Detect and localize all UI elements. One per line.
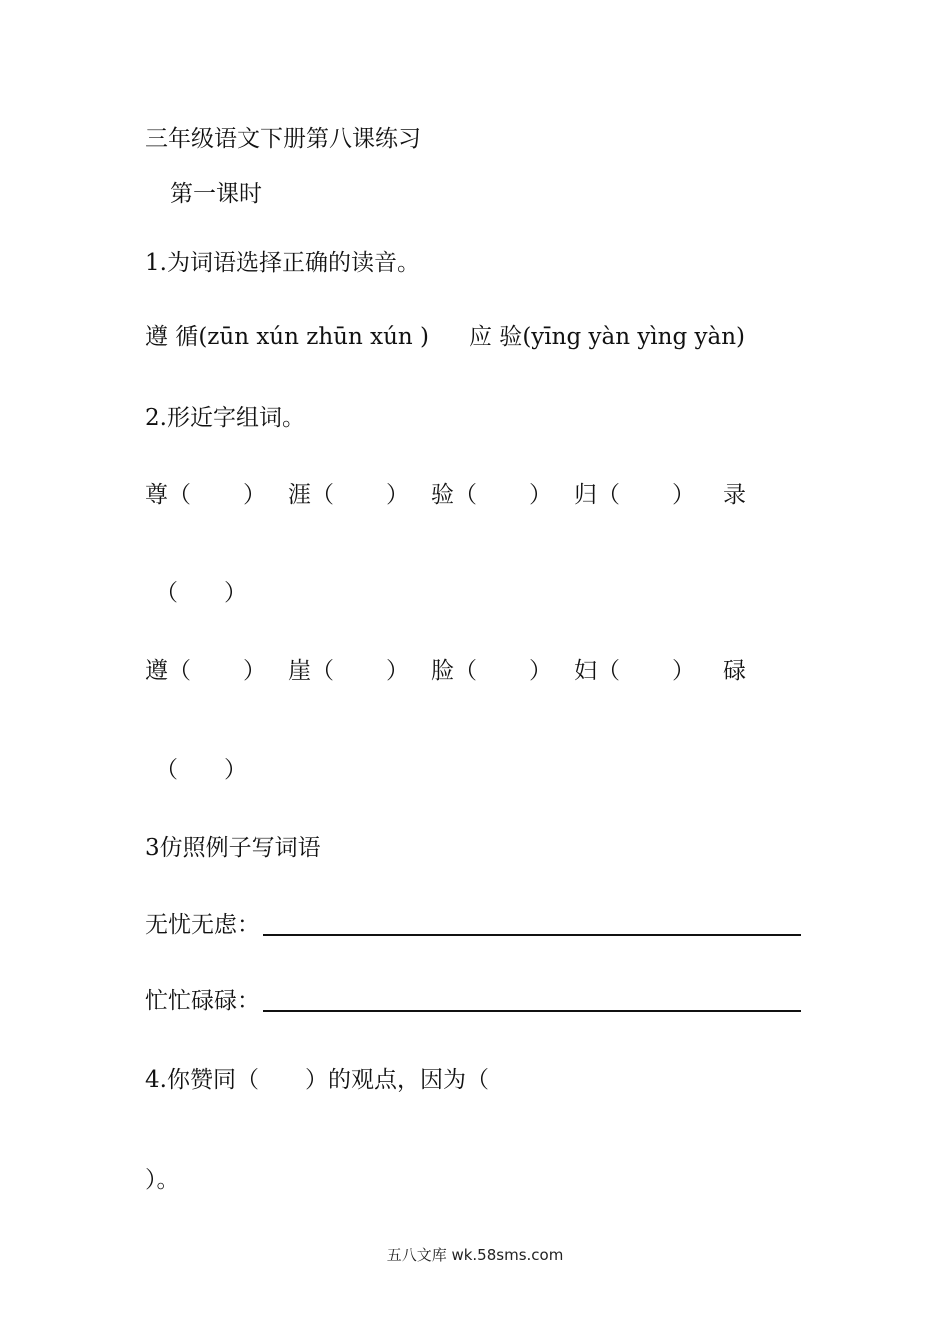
question-2-row-2-wrap: （ ） — [155, 757, 247, 783]
question-1-heading: 1.为词语选择正确的读音。 — [145, 250, 420, 276]
page-title: 三年级语文下册第八课练习 — [145, 126, 421, 152]
char-close: ） — [672, 658, 695, 684]
word-zunxun: 遵 循 — [145, 324, 199, 350]
word-yingyan: 应 验 — [469, 324, 523, 350]
question-4-line-1: 4.你赞同（ ）的观点，因为（ — [145, 1067, 489, 1093]
char-close: ） — [529, 658, 552, 684]
answer-line-2[interactable] — [263, 1010, 801, 1012]
char-open: 妇（ — [574, 658, 620, 684]
char-close: ） — [672, 482, 695, 508]
char-close: ） — [529, 482, 552, 508]
footer-watermark: 五八文库 wk.58sms.com — [386, 1246, 564, 1264]
question-1-options — [145, 322, 745, 352]
question-2-heading: 2.形近字组词。 — [145, 405, 305, 431]
word-zunxun-pinyin-options: (zūn xún zhūn xún ) — [198, 324, 429, 350]
char-open: 脸（ — [431, 658, 477, 684]
question-2-row-1-wrap: （ ） — [155, 580, 247, 606]
question-2-row-1 — [145, 480, 746, 510]
question-2-row-2 — [145, 656, 746, 686]
char-last: 录 — [723, 482, 746, 508]
question-3-item-2-label: 忙忙碌碌： — [145, 988, 260, 1014]
word-yingyan-pinyin-options: (yīng yàn yìng yàn) — [522, 324, 746, 350]
question-3-heading: 3仿照例子写词语 — [145, 835, 321, 861]
question-3-item-1-label: 无忧无虑： — [145, 912, 260, 938]
section-subtitle: 第一课时 — [170, 181, 262, 207]
char-last: 碌 — [723, 658, 746, 684]
answer-line-1[interactable] — [263, 934, 801, 936]
char-close: ） — [386, 482, 409, 508]
char-open: 验（ — [431, 482, 477, 508]
char-close: ） — [243, 658, 266, 684]
question-4-line-2: ）。 — [145, 1167, 180, 1193]
char-open: 崖（ — [288, 658, 334, 684]
char-open: 尊（ — [145, 482, 191, 508]
char-close: ） — [243, 482, 266, 508]
char-open: 涯（ — [288, 482, 334, 508]
char-close: ） — [386, 658, 409, 684]
char-open: 遵（ — [145, 658, 191, 684]
char-open: 归（ — [574, 482, 620, 508]
